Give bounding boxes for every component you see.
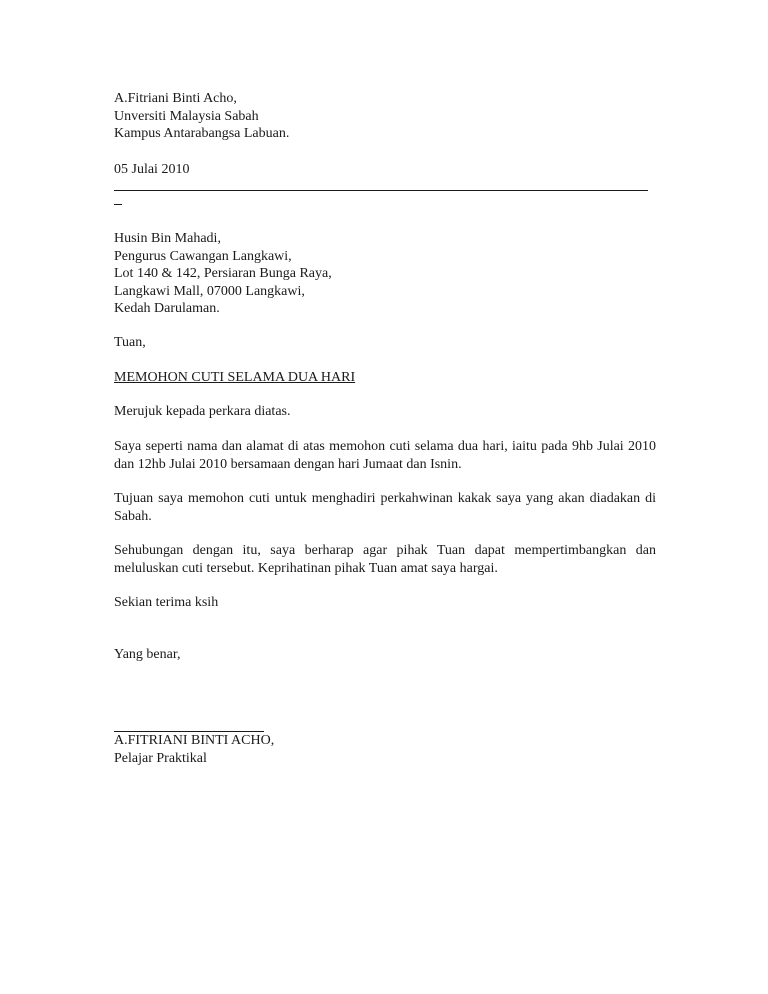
paragraph-3-text: Tujuan saya memohon cuti untuk menghadiri perkahwinan kakak saya yang akan diadakan di Sabah. xyxy=(114,491,656,524)
paragraph-5 xyxy=(114,594,656,612)
subject-heading xyxy=(114,369,656,387)
header-divider-tail xyxy=(114,204,122,205)
salutation-text: Tuan, xyxy=(114,335,146,350)
sender-campus: Kampus Antarabangsa Labuan. xyxy=(114,126,290,141)
signature-block xyxy=(114,732,656,767)
paragraph-4-text: Sehubungan dengan itu, saya berharap agar pihak Tuan dapat mempertimbangkan dan meluluskan cuti tersebut. Keprihatinan pihak Tuan amat saya hargai. xyxy=(114,543,656,576)
signature-title: Pelajar Praktikal xyxy=(114,750,207,766)
sender-university: Unversiti Malaysia Sabah xyxy=(114,108,259,124)
header-divider-line xyxy=(114,190,648,191)
recipient-mall: Langkawi Mall, 07000 Langkawi, xyxy=(114,283,305,299)
paragraph-3 xyxy=(114,490,656,525)
letter-date xyxy=(114,161,656,179)
paragraph-2 xyxy=(114,438,656,473)
paragraph-5-text: Sekian terima ksih xyxy=(114,595,219,610)
paragraph-2-text: Saya seperti nama dan alamat di atas memohon cuti selama dua hari, iaitu pada 9hb Julai 2010 dan 12hb Julai 2010 bersamaan dengan hari Jumaat dan Isnin. xyxy=(114,439,656,472)
paragraph-4 xyxy=(114,542,656,577)
paragraph-1 xyxy=(114,403,656,421)
recipient-lot: Lot 140 & 142, Persiaran Bunga Raya, xyxy=(114,266,332,281)
salutation xyxy=(114,334,656,352)
subject-text: MEMOHON CUTI SELAMA DUA HARI xyxy=(114,370,356,385)
recipient-name: Husin Bin Mahadi, xyxy=(114,231,221,246)
recipient-state: Kedah Darulaman. xyxy=(114,301,220,316)
signature-name: A.FITRIANI BINTI ACHO, xyxy=(114,733,275,748)
sender-address xyxy=(114,90,656,143)
date-text: 05 Julai 2010 xyxy=(114,162,190,177)
recipient-address xyxy=(114,230,656,318)
paragraph-1-text: Merujuk kepada perkara diatas. xyxy=(114,404,291,419)
sender-name: A.Fitriani Binti Acho, xyxy=(114,91,237,106)
closing-text: Yang benar, xyxy=(114,647,181,662)
closing xyxy=(114,646,656,664)
recipient-position: Pengurus Cawangan Langkawi, xyxy=(114,248,292,264)
